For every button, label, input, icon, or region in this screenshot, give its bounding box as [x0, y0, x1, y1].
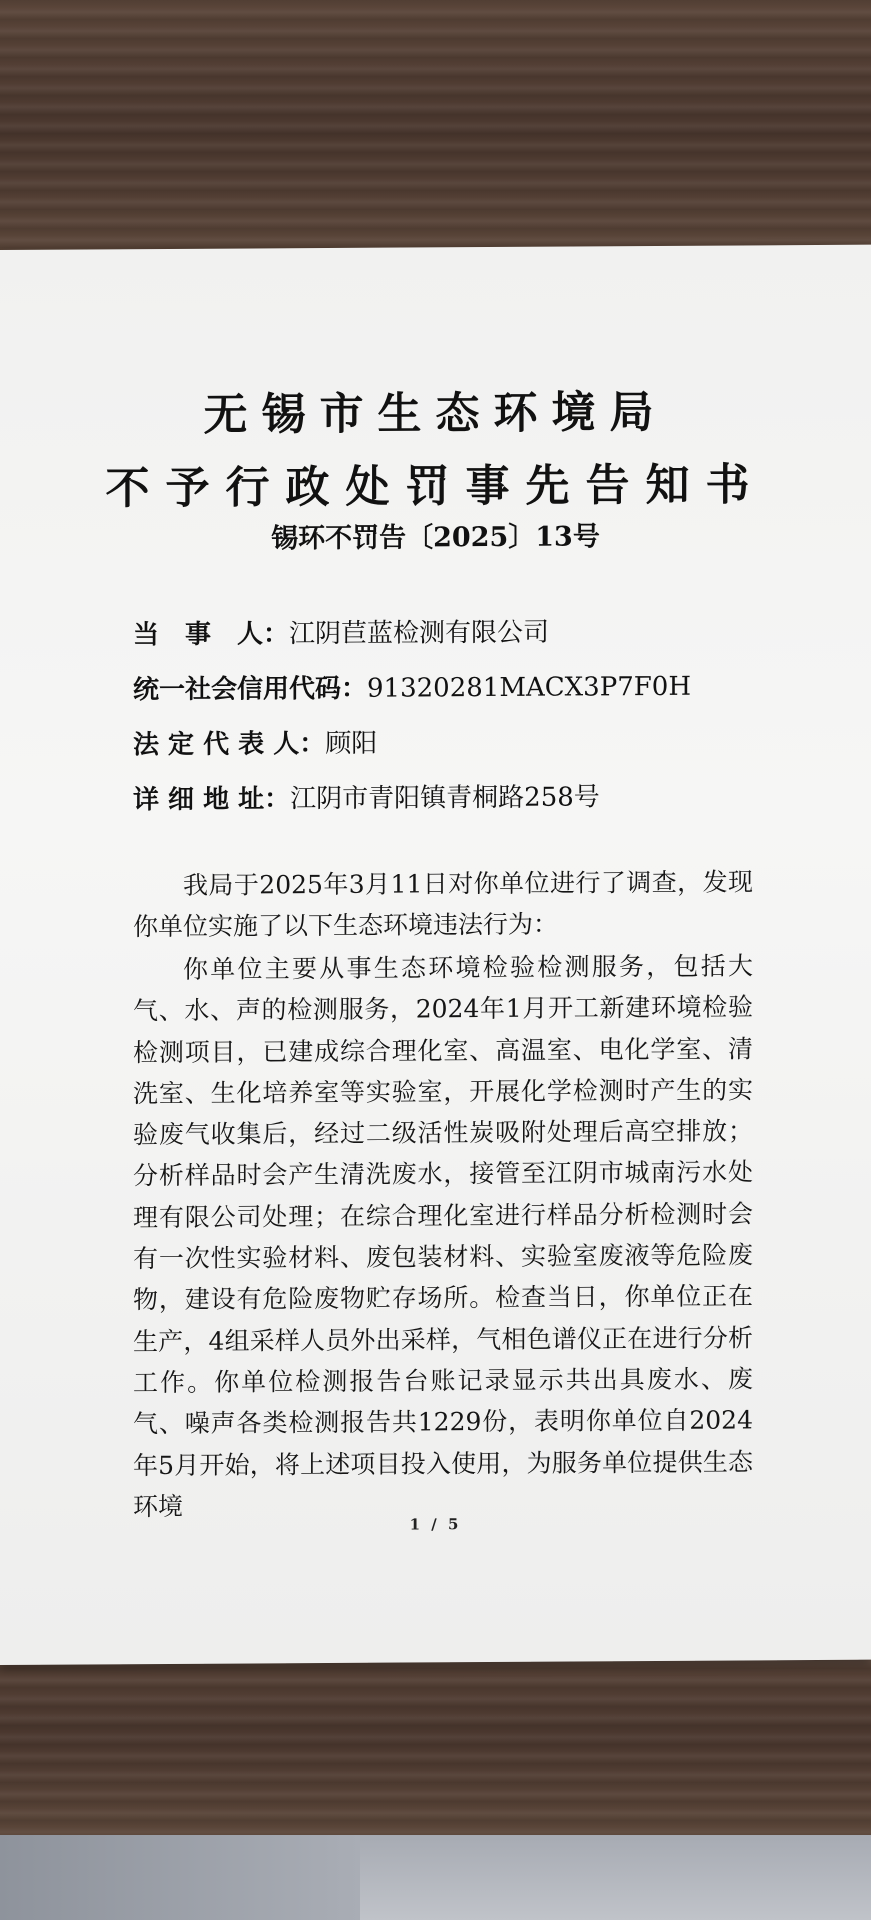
- document-number: 锡环不罚告〔2025〕13号: [271, 521, 600, 555]
- party-label: 当 事 人：: [133, 619, 290, 651]
- party-field: [133, 612, 549, 652]
- address-field: [133, 776, 600, 816]
- legal-representative-label: 法 定 代 表 人：: [133, 729, 326, 761]
- document-title-line-1: 无锡市生态环境局: [203, 386, 668, 441]
- facts-paragraph: 你单位主要从事生态环境检验检测服务，包括大气、水、声的检测服务，2024年1月开工新建环境检验检测项目，已建成综合理化室、高温室、电化学室、清洗室、生化培养室等实验室，开展化学检测时产生的实验废气收集后，经过二级活性炭吸附处理后高空排放；分析样品时会产生清洗废水，接管至江阴市城南污水处理有限公司处理；在综合理化室进行样品分析检测时会有一次性实验材料、废包装材料、实验室废液等危险废物，建设有危险废物贮存场所。检查当日，你单位正在生产，4组采样人员外出采样，气相色谱仪正在进行分析工作。你单位检测报告台账记录显示共出具废水、废气、噪声各类检测报告共1229份，表明你单位自2024年5月开始，将上述项目投入使用，为服务单位提供生态环境: [133, 951, 753, 1522]
- document-page: [0, 245, 871, 1665]
- legal-representative-value: 顾阳: [325, 728, 378, 760]
- wooden-table-top: [0, 0, 871, 265]
- credit-code-label: 统一社会信用代码：: [133, 673, 368, 706]
- page-number: 1 / 5: [409, 1515, 462, 1534]
- address-label: 详 细 地 址：: [133, 784, 291, 816]
- investigation-paragraph: 我局于2025年3月11日对你单位进行了调查，发现你单位实施了以下生态环境违法行为：: [133, 867, 753, 942]
- legal-representative-field: [133, 723, 377, 761]
- party-value: 江阴苣蓝检测有限公司: [289, 617, 550, 650]
- address-value: 江阴市青阳镇青桐路258号: [290, 782, 600, 815]
- credit-code-value: 91320281MACX3P7F0H: [367, 671, 691, 704]
- credit-code-field: [133, 666, 691, 706]
- floor-shadow: [0, 1835, 360, 1920]
- document-title-line-2: 不予行政处罚事先告知书: [105, 459, 766, 515]
- floor-background: [0, 1835, 871, 1920]
